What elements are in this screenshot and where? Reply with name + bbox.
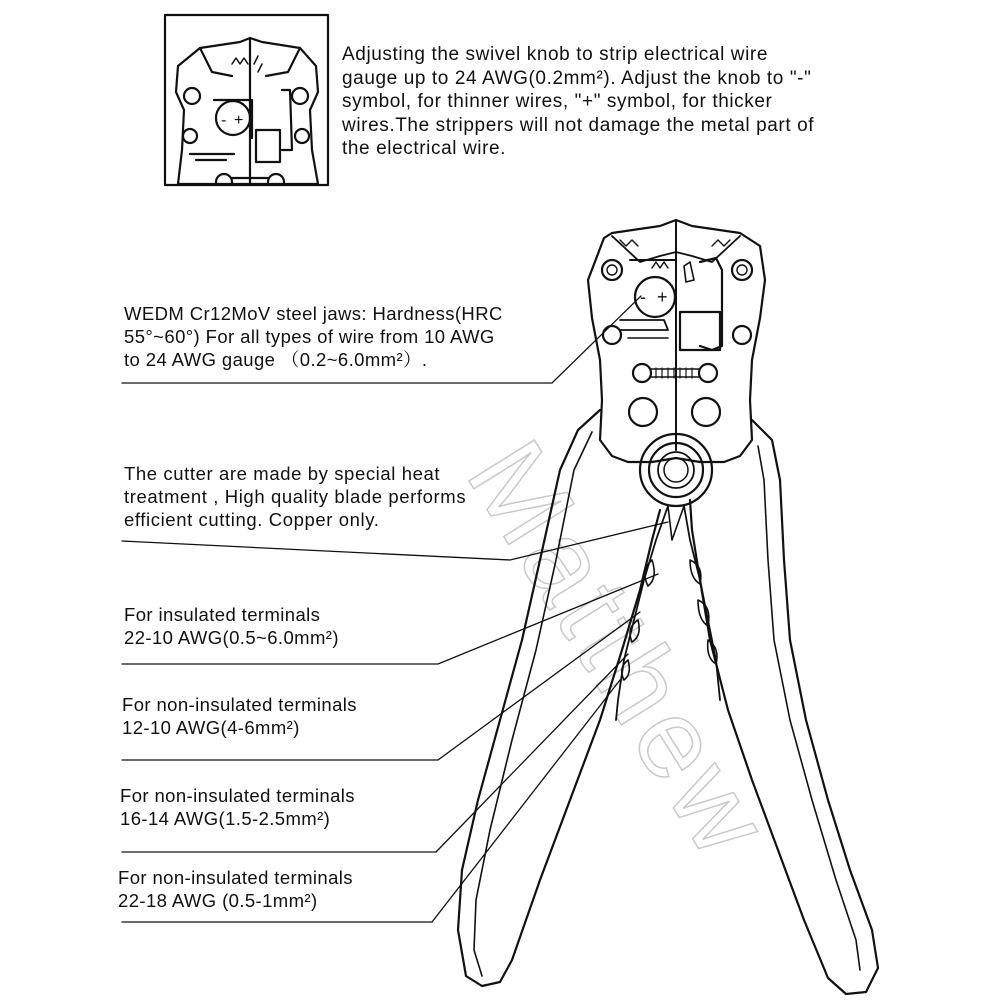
knob-plus-symbol: + (657, 287, 668, 307)
callout-line: For non-insulated terminals (120, 785, 355, 806)
callout-line: 12-10 AWG(4-6mm²) (122, 717, 300, 738)
callout-jaws (124, 302, 503, 371)
callout-non-insulated-22-18 (118, 866, 353, 912)
callout-insulated-terminals (124, 603, 339, 649)
callout-non-insulated-12-10 (122, 693, 357, 739)
callout-line: 16-14 AWG(1.5-2.5mm²) (120, 808, 331, 829)
callout-line: For non-insulated terminals (118, 867, 353, 888)
watermark-text: Matthew (443, 419, 797, 881)
callout-line: 22-18 AWG (0.5-1mm²) (118, 890, 318, 911)
callout-line: to 24 AWG gauge （0.2~6.0mm²）. (124, 349, 428, 370)
callout-line: 55°~60°) For all types of wire from 10 AWG (124, 326, 495, 347)
intro-line: wires.The strippers will not damage the metal part of (342, 114, 815, 136)
callout-cutter (124, 462, 466, 531)
intro-line: gauge up to 24 AWG(0.2mm²). Adjust the knob to "-" (342, 67, 812, 89)
minus-symbol: - (221, 112, 227, 129)
intro-description (342, 43, 814, 161)
intro-line: Adjusting the swivel knob to strip electrical wire (342, 44, 769, 65)
wire-stripper-tool (458, 220, 878, 994)
knob-minus-symbol: - (640, 287, 646, 307)
intro-line: symbol, for thinner wires, "+" symbol, for thicker (342, 91, 773, 112)
callout-line: For non-insulated terminals (122, 694, 357, 715)
callout-line: 22-10 AWG(0.5~6.0mm²) (124, 627, 339, 648)
callout-line: treatment , High quality blade performs (124, 486, 467, 507)
callout-line: For insulated terminals (124, 604, 321, 625)
inset-detail (165, 15, 328, 190)
callout-line: efficient cutting. Copper only. (124, 509, 380, 530)
callout-line: The cutter are made by special heat (124, 463, 441, 484)
intro-line: the electrical wire. (342, 138, 507, 159)
callout-non-insulated-16-14 (120, 784, 355, 830)
plus-symbol: + (234, 112, 244, 129)
callout-line: WEDM Cr12MoV steel jaws: Hardness(HRC (124, 303, 503, 324)
